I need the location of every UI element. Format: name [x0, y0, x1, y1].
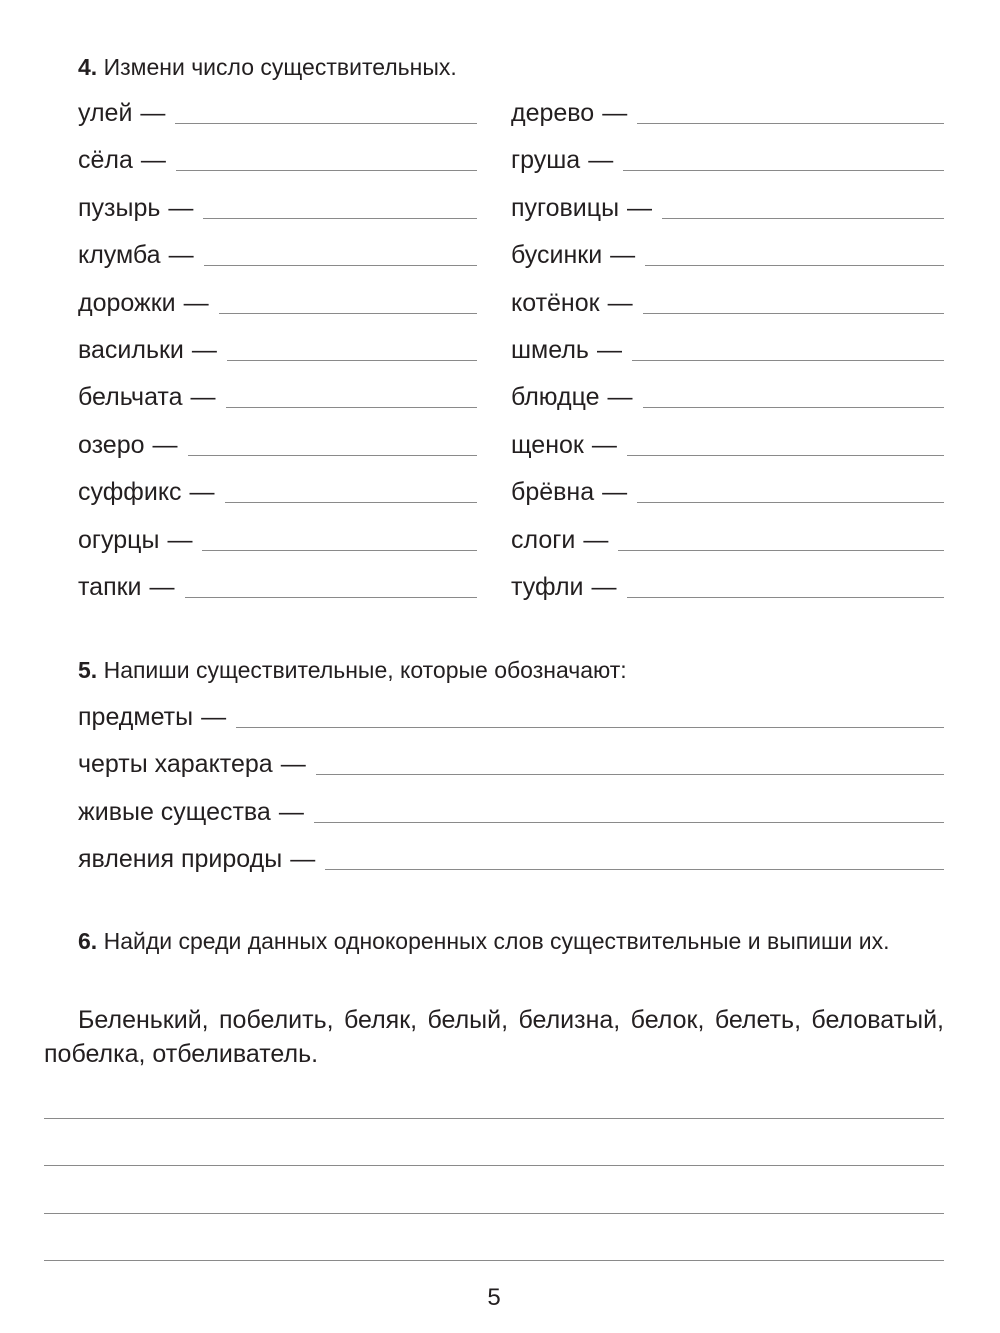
answer-line[interactable]: [325, 868, 944, 870]
page-number: 5: [487, 1284, 501, 1311]
answer-line[interactable]: [643, 312, 944, 314]
task-6-text: Найди среди данных однокоренных слов существительные и выпиши их.: [103, 928, 890, 954]
word: тапки: [78, 573, 142, 601]
task-4-row: [511, 570, 944, 604]
word: сёла: [78, 146, 133, 175]
dash: —: [583, 525, 609, 554]
answer-line[interactable]: [203, 217, 477, 219]
answer-line[interactable]: [185, 596, 477, 598]
answer-line[interactable]: [225, 501, 477, 503]
dash: —: [278, 797, 304, 826]
task-4-row: [78, 143, 477, 177]
task-4-row: [78, 475, 477, 509]
answer-line[interactable]: [314, 821, 944, 823]
dash: —: [610, 241, 636, 270]
task-4-text: Измени число существительных.: [103, 54, 457, 80]
answer-line[interactable]: [44, 1118, 944, 1119]
dash: —: [201, 703, 227, 731]
dash: —: [588, 146, 614, 175]
answer-line[interactable]: [627, 454, 944, 456]
answer-line[interactable]: [316, 773, 944, 775]
dash: —: [140, 146, 166, 175]
task-4-row: [78, 238, 477, 272]
answer-line[interactable]: [44, 1260, 944, 1261]
task-4-row: [511, 143, 944, 177]
word: брёвна: [511, 478, 595, 507]
task-5-text: Напиши существительные, которые обозначают:: [103, 657, 627, 683]
word: улей: [78, 99, 133, 127]
answer-line[interactable]: [204, 264, 477, 266]
dash: —: [149, 573, 175, 601]
task-4-row: [511, 191, 944, 225]
dash: —: [591, 430, 617, 459]
task-5-row: [78, 747, 944, 781]
task-6-words: [44, 1003, 944, 1071]
word: блюдце: [511, 383, 600, 412]
answer-line[interactable]: [176, 169, 477, 171]
answer-line[interactable]: [175, 122, 477, 124]
task-5-number: 5.: [78, 657, 98, 683]
word: черты характера: [78, 750, 273, 779]
task-4-title: [78, 52, 457, 82]
word: бусинки: [511, 241, 603, 270]
task-4-row: [511, 475, 944, 509]
dash: —: [189, 478, 215, 507]
task-4-row: [511, 380, 944, 414]
dash: —: [627, 193, 653, 222]
word: бельчата: [78, 383, 183, 412]
dash: —: [152, 430, 178, 459]
dash: —: [607, 383, 633, 412]
task-5-row: [78, 700, 944, 734]
task-4-row: [511, 428, 944, 462]
word: живые существа: [78, 797, 271, 826]
answer-line[interactable]: [44, 1213, 944, 1214]
word: озеро: [78, 430, 145, 459]
task-5-row: [78, 795, 944, 829]
answer-line[interactable]: [637, 501, 944, 503]
answer-line[interactable]: [202, 549, 477, 551]
word: пузырь: [78, 193, 161, 222]
task-4-row: [78, 286, 477, 320]
word: явления природы: [78, 845, 283, 874]
answer-line[interactable]: [645, 264, 944, 266]
word: огурцы: [78, 525, 160, 554]
dash: —: [607, 288, 633, 317]
word: дорожки: [78, 288, 176, 317]
task-4-row: [78, 570, 477, 604]
word: слоги: [511, 525, 576, 554]
word: щенок: [511, 430, 584, 459]
task-4-row: [511, 523, 944, 557]
word: предметы: [78, 703, 194, 731]
task-6-words-text: Беленький, побелить, беляк, белый, белизна, белок, белеть, беловатый, побелка, отбеливатель.: [44, 1006, 944, 1068]
dash: —: [591, 573, 617, 601]
answer-line[interactable]: [618, 549, 944, 551]
answer-line[interactable]: [662, 217, 944, 219]
word: туфли: [511, 573, 584, 601]
word: котёнок: [511, 288, 600, 317]
word: груша: [511, 146, 581, 175]
answer-line[interactable]: [637, 122, 944, 124]
dash: —: [596, 336, 622, 364]
word: суффикс: [78, 478, 182, 507]
answer-line[interactable]: [643, 406, 944, 408]
dash: —: [168, 241, 194, 270]
answer-line[interactable]: [44, 1165, 944, 1166]
dash: —: [140, 99, 166, 127]
task-4-row: [511, 286, 944, 320]
dash: —: [168, 193, 194, 222]
answer-line[interactable]: [188, 454, 477, 456]
task-4-row: [78, 96, 477, 130]
word: шмель: [511, 336, 589, 364]
task-4-row: [78, 428, 477, 462]
task-4-row: [511, 96, 944, 130]
dash: —: [183, 288, 209, 317]
word: васильки: [78, 336, 184, 364]
answer-line[interactable]: [226, 406, 477, 408]
task-4-row: [78, 333, 477, 367]
answer-line[interactable]: [627, 596, 944, 598]
answer-line[interactable]: [236, 726, 944, 728]
task-5-row: [78, 842, 944, 876]
task-4-row: [78, 380, 477, 414]
dash: —: [602, 99, 628, 127]
answer-line[interactable]: [632, 359, 944, 361]
task-4-row: [78, 523, 477, 557]
dash: —: [280, 750, 306, 779]
word: пуговицы: [511, 193, 620, 222]
word: дерево: [511, 99, 595, 127]
task-4-row: [78, 191, 477, 225]
task-4-number: 4.: [78, 54, 98, 80]
task-5-title: [78, 655, 627, 685]
dash: —: [190, 383, 216, 412]
task-4-row: [511, 333, 944, 367]
answer-line[interactable]: [219, 312, 477, 314]
task-4-row: [511, 238, 944, 272]
dash: —: [167, 525, 193, 554]
word: клумба: [78, 241, 161, 270]
answer-line[interactable]: [623, 169, 944, 171]
dash: —: [602, 478, 628, 507]
dash: —: [191, 336, 217, 364]
answer-line[interactable]: [227, 359, 477, 361]
dash: —: [290, 845, 316, 874]
task-6-number: 6.: [78, 928, 98, 954]
task-6-title: [44, 926, 944, 956]
